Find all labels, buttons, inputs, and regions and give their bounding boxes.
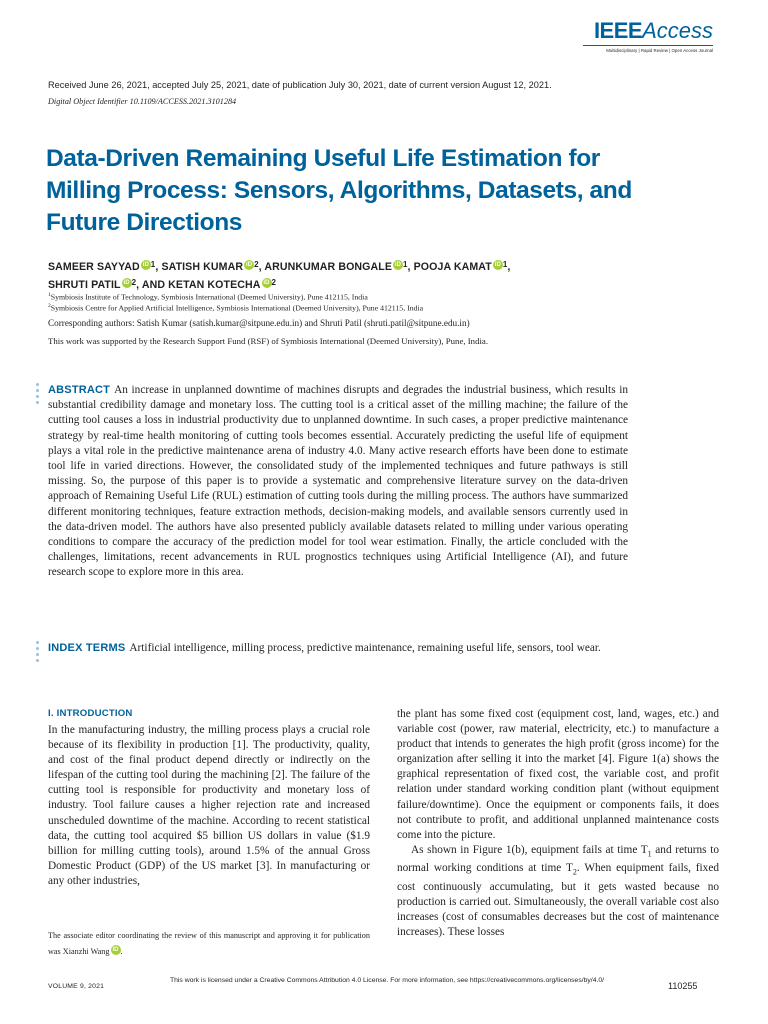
abstract-marker-icon bbox=[36, 383, 40, 407]
editor-footnote: The associate editor coordinating the review of this manuscript and approving it for publication was Xianzhi Wang iD . bbox=[48, 931, 370, 956]
abstract-text: An increase in unplanned downtime of machines disrupts and degrades the industrial business, which results in substantial credibility damage and monetary loss. The cutting tool is a critical asset of the milling machine; the failure of the cutting tool causes a loss in industrial productivity due to unplanned downtime. In such cases, a proper predictive maintenance strategy by real-time health monitoring of cutting tools becomes essential. Accurately predicting the useful life of equipment plays a vital role in the predictive maintenance arena of industry 4.0. Many active research efforts have been done to estimate tool life in varied directions. However, the consolidated study of the implemented techniques and future pathways is still missing. So, the purpose of this paper is to provide a systematic and comprehensive literature survey on the data-driven approach of Remaining Useful Life (RUL) estimation of cutting tools during the milling process. The authors have summarized different monitoring techniques, feature extraction methods, decision-making models, and available sensors currently used in the data-driven model. The authors have also presented publicly available datasets related to milling under various operating conditions to compare the accuracy of the prediction model for tool wear estimation. Finally, the article concluded with the challenges, limitations, recent advancements in RUL prognostics techniques using Artificial Intelligence (AI), and future research scope to explore more in this area. bbox=[48, 384, 628, 579]
author-name: KETAN KOTECHA bbox=[168, 278, 261, 291]
affiliation-1: $^1$Symbiosis Institute of Technology, Symbiosis International (Deemed University), Pune 412115, India bbox=[48, 292, 368, 302]
author-separator: , bbox=[258, 261, 265, 273]
author-affiliation-sup: 1 bbox=[150, 260, 156, 269]
funding-statement: This work was supported by the Research Support Fund (RSF) of Symbiosis International (Deemed University), Pune, India. bbox=[48, 336, 489, 346]
footer-license: This work is licensed under a Creative Commons Attribution 4.0 License. For more information, see https://creativecommons.org/licenses/by/4.0/ bbox=[169, 977, 605, 984]
orcid-icon[interactable]: iD bbox=[394, 262, 402, 268]
publication-dates: Received June 26, 2021, accepted July 25, 2021, date of publication July 30, 2021, date of current version August 12, 2021. bbox=[48, 80, 552, 90]
affiliation-2: $^2$Symbiosis Centre for Applied Artificial Intelligence, Symbiosis International (Deemed University), Pune 412115, India bbox=[48, 303, 424, 313]
author-affiliation-sup: 1 bbox=[502, 260, 508, 269]
paper-title: Data-Driven Remaining Useful Life Estimation for Milling Process: Sensors, Algorithms, Datasets, and Future Directions bbox=[46, 145, 632, 236]
journal-tagline: Multidisciplinary | Rapid Review | Open Access Journal bbox=[606, 48, 713, 53]
footer-volume: VOLUME 9, 2021 bbox=[48, 983, 105, 990]
author-separator: , AND bbox=[136, 278, 169, 291]
journal-masthead bbox=[583, 20, 713, 53]
index-terms-label: INDEX TERMS bbox=[48, 642, 126, 654]
corresponding-authors: Corresponding authors: Satish Kumar (satish.kumar@sitpune.edu.in) and Shruti Patil (shruti.patil@sitpune.edu.in) bbox=[48, 318, 470, 328]
index-terms-marker-icon bbox=[36, 641, 40, 665]
page-number: 110255 bbox=[668, 981, 698, 991]
intro-paragraph-2: the plant has some fixed cost (equipment cost, land, wages, etc.) and variable cost (power, raw material, electricity, etc.) to manufacture a product that intends to generates the high profit (gross income) for the organization after selling it into the market [4]. Figure 1(a) shows the graphical representation of fixed cost, the variable cost, and profit relation under standard working condition plant (without equipment failure/downtime). Once the equipment or components fails, it does not contribute to profit, and additional unplanned maintenance costs come into the picture. bbox=[397, 708, 719, 841]
author-name: SAMEER SAYYAD bbox=[48, 261, 140, 273]
body-column-left bbox=[48, 707, 370, 907]
doi-line: Digital Object Identifier 10.1109/ACCESS.2021.3101284 bbox=[48, 97, 237, 106]
author-affiliation-sup: 2 bbox=[254, 260, 259, 269]
masthead-rule bbox=[583, 45, 713, 46]
author-list bbox=[48, 259, 688, 294]
body-column-right bbox=[397, 707, 719, 940]
author-affiliation-sup: 1 bbox=[402, 260, 408, 269]
orcid-icon[interactable]: iD bbox=[263, 279, 270, 286]
author-separator: , bbox=[155, 261, 162, 273]
index-terms-text: Artificial intelligence, milling process, predictive maintenance, remaining useful life, sensors, tool wear. bbox=[129, 642, 601, 654]
index-terms bbox=[48, 641, 628, 656]
section-heading-introduction: I. INTRODUCTION bbox=[48, 708, 133, 719]
orcid-icon[interactable]: iD bbox=[112, 947, 119, 953]
orcid-icon[interactable]: iD bbox=[245, 262, 253, 268]
orcid-icon[interactable]: iD bbox=[123, 279, 130, 286]
author-name: POOJA KAMAT bbox=[413, 261, 492, 273]
author-name: SATISH KUMAR bbox=[161, 261, 244, 273]
author-separator: , bbox=[407, 261, 414, 273]
abstract bbox=[48, 383, 628, 581]
intro-paragraph-3: As shown in Figure 1(b), equipment fails at time $T_1$ and returns to normal working conditions at time $T_2$. When equipment fails, fixed cost continuously accumulating, but it gets wasted because no production is carried out. Simultaneously, the overall variable cost also increases (cost of consumables decreases but the cost of maintenance increases). These losses bbox=[397, 843, 719, 938]
orcid-icon[interactable]: iD bbox=[494, 262, 501, 268]
intro-paragraph-1: In the manufacturing industry, the milling process plays a crucial role because of its flexibility in production [1]. The productivity, quality, and cost of the final product depend directly or indirectly on the lifespan of the cutting tool during the machining [2]. The failure of the cutting tool is responsible for productivity and monetary loss of industry. Tool failure causes a higher rejection rate and increased unscheduled downtime of the machine. According to recent statistical data, the cutting tool acquired $5 billion US dollars in value ($1.9 billion for milling cutting tools), around 1.5% of the annual Gross Domestic Product (GDP) of the US market [3]. In manufacturing or any other industries, bbox=[48, 724, 370, 887]
author-separator: , bbox=[507, 261, 511, 273]
abstract-label: ABSTRACT bbox=[48, 384, 111, 396]
author-affiliation-sup: 2 bbox=[271, 277, 277, 287]
journal-logo: IEEEAccess bbox=[593, 18, 713, 43]
author-name: ARUNKUMAR BONGALE bbox=[264, 261, 392, 273]
author-affiliation-sup: 2 bbox=[131, 277, 137, 287]
author-name: SHRUTI PATIL bbox=[48, 278, 121, 291]
orcid-icon[interactable]: iD bbox=[142, 262, 149, 268]
